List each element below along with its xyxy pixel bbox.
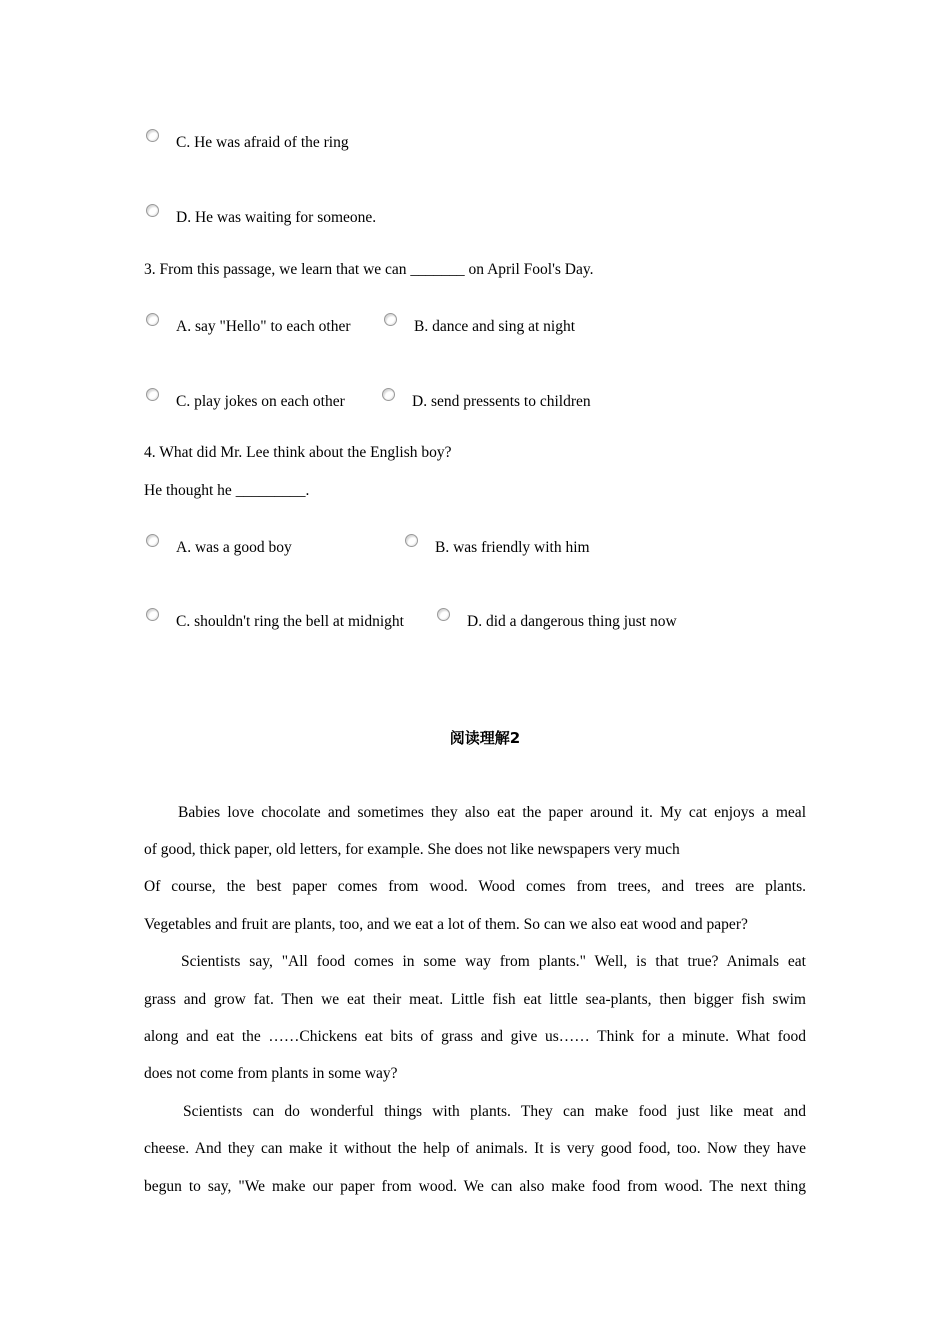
q4-option-b-radio[interactable] xyxy=(405,534,418,547)
q4-prompt: 4. What did Mr. Lee think about the English boy? xyxy=(144,444,452,461)
passage-p2-line1: Of course, the best paper comes from wood. Wood comes from trees, and trees are plants. xyxy=(144,878,806,895)
q3-option-a-radio[interactable] xyxy=(146,313,159,326)
section-title: 阅读理解2 xyxy=(449,729,521,747)
passage-p1-line1: Babies love chocolate and sometimes they also eat the paper around it. My cat enjoys a meal xyxy=(178,804,806,821)
passage-p2-line2: Vegetables and fruit are plants, too, and we eat a lot of them. So can we also eat wood and paper? xyxy=(144,916,748,933)
q2-option-d-radio[interactable] xyxy=(146,204,159,217)
passage-p3-line4: does not come from plants in some way? xyxy=(144,1065,398,1082)
q2-option-d-label: D. He was waiting for someone. xyxy=(176,209,377,226)
passage-p4-line2: cheese. And they can make it without the help of animals. It is very good food, too. Now they have xyxy=(144,1140,806,1157)
q3-option-a-label: A. say "Hello" to each other xyxy=(176,318,351,335)
passage-p4-line1: Scientists can do wonderful things with plants. They can make food just like meat and xyxy=(183,1103,806,1120)
q2-option-c-label: C. He was afraid of the ring xyxy=(176,134,349,151)
q4-option-a-label: A. was a good boy xyxy=(176,539,292,556)
passage-p3-line3: along and eat the ……Chickens eat bits of grass and give us…… Think for a minute. What food xyxy=(144,1028,806,1045)
q3-option-c-radio[interactable] xyxy=(146,388,159,401)
q4-option-a-radio[interactable] xyxy=(146,534,159,547)
passage-p1-line2: of good, thick paper, old letters, for example. She does not like newspapers very much xyxy=(144,841,680,858)
q4-option-c-radio[interactable] xyxy=(146,608,159,621)
passage-p4-line3: begun to say, "We make our paper from wood. We can also make food from wood. The next thing xyxy=(144,1178,806,1195)
q3-option-b-label: B. dance and sing at night xyxy=(414,318,575,335)
q3-option-d-label: D. send pressents to children xyxy=(412,393,591,410)
q3-option-b-radio[interactable] xyxy=(384,313,397,326)
q4-option-b-label: B. was friendly with him xyxy=(435,539,590,556)
q4-option-d-radio[interactable] xyxy=(437,608,450,621)
q4-stem: He thought he _________. xyxy=(144,482,310,499)
q3-option-c-label: C. play jokes on each other xyxy=(176,393,345,410)
q2-option-c-radio[interactable] xyxy=(146,129,159,142)
q4-option-d-label: D. did a dangerous thing just now xyxy=(467,613,677,630)
q3-prompt: 3. From this passage, we learn that we can _______ on April Fool's Day. xyxy=(144,261,594,278)
q3-option-d-radio[interactable] xyxy=(382,388,395,401)
passage-p3-line2: grass and grow fat. Then we eat their meat. Little fish eat little sea-plants, then bigger fish swim xyxy=(144,991,806,1008)
q4-option-c-label: C. shouldn't ring the bell at midnight xyxy=(176,613,404,630)
passage-p3-line1: Scientists say, "All food comes in some way from plants." Well, is that true? Animals eat xyxy=(181,953,806,970)
